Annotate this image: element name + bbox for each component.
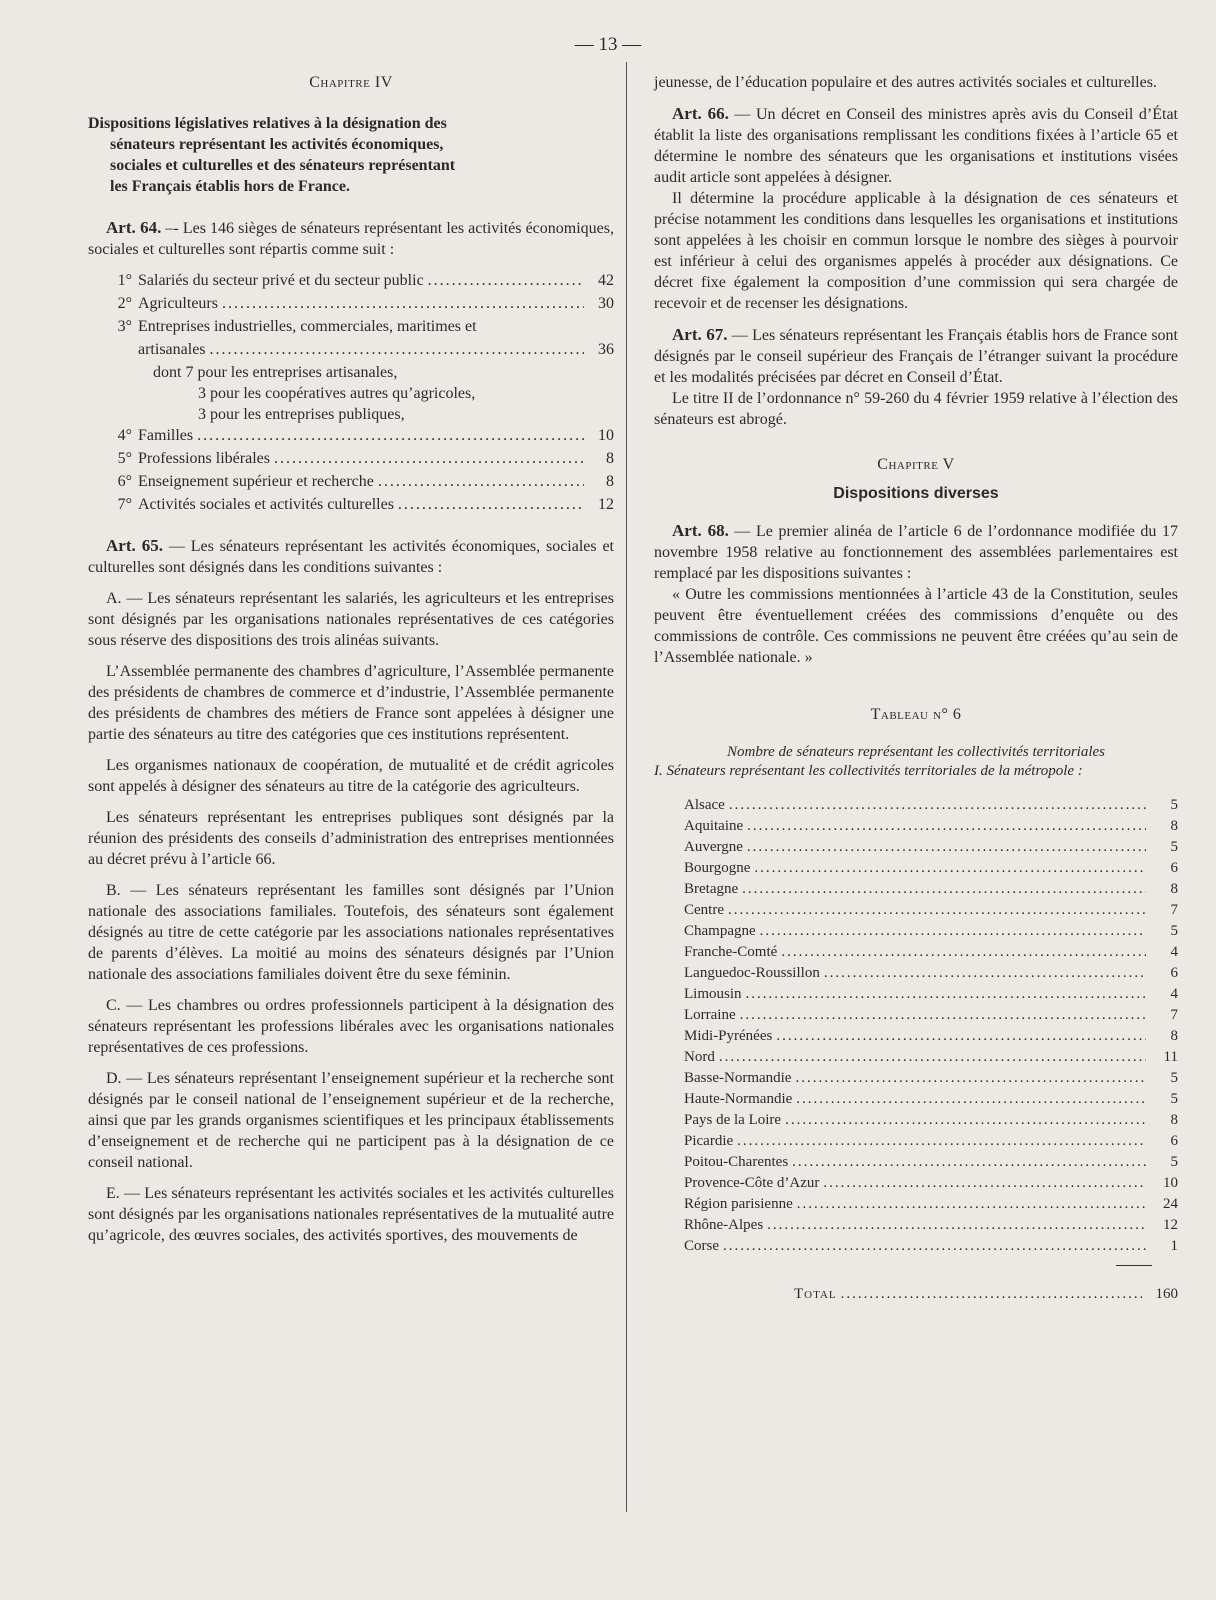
total-value: 160	[1155, 1286, 1178, 1302]
total-label: Total	[794, 1286, 837, 1302]
heading-line: les Français établis hors de France.	[110, 178, 350, 195]
paragraph-b: B. — Les sénateurs représentant les familles sont désignés par l’Union nationale des associations familiales. Toutefois, des sénateurs sont également désignés au titre de cette catégorie par les associations nationales représentatives de parents d’élèves. La moitié au moins des sénateurs désignés par l’Union nationale des associations familiales doivent être du sexe féminin.	[88, 882, 614, 983]
paragraph-a4: Les sénateurs représentant les entreprises publiques sont désignés par la réunion des présidents des conseils d’administration des entreprises mentionnées au décret prévu à l’article 66.	[88, 809, 614, 868]
table-row: Provence-Côte d’Azur ..... 10	[684, 1173, 1178, 1194]
list-item: 7° Activités sociales et activités culturelles ..... 12	[88, 494, 614, 517]
list-item: 1° Salariés du secteur privé et du secteur public ..... 42	[88, 270, 614, 293]
article-label: Art. 67.	[672, 325, 728, 344]
table-row: Franche-Comté ..... 4	[684, 942, 1178, 963]
table-row: Bourgogne ..... 6	[684, 858, 1178, 879]
continued-paragraph: jeunesse, de l’éducation populaire et des autres activités sociales et culturelles.	[654, 74, 1157, 91]
list-subnote: dont 7 pour les entreprises artisanales,	[153, 364, 398, 381]
column-divider	[626, 62, 627, 1512]
table-row: Languedoc-Roussillon ..... 6	[684, 963, 1178, 984]
table-row: Corse ..... 1	[684, 1236, 1178, 1257]
list-item: 2° Agriculteurs ..... 30	[88, 293, 614, 316]
table-row: Nord ..... 11	[684, 1047, 1178, 1068]
paragraph-c: C. — Les chambres ou ordres professionnels participent à la désignation des sénateurs représentant les professions libérales avec les organisations nationales représentatives de ces professions.	[88, 997, 614, 1056]
seats-list	[88, 270, 614, 517]
article-label: Art. 65.	[106, 536, 164, 555]
list-item: 5° Professions libérales ..... 8	[88, 448, 614, 471]
list-subnote: 3 pour les coopératives autres qu’agricoles,	[198, 385, 476, 402]
table-row: Centre ..... 7	[684, 900, 1178, 921]
table-section-heading: I. Sénateurs représentant les collectivités territoriales de la métropole :	[654, 763, 1083, 779]
list-subnote: 3 pour les entreprises publiques,	[198, 406, 405, 423]
list-item: artisanales ..... 36	[88, 339, 614, 362]
article-66	[654, 103, 1178, 188]
table-row: Poitou-Charentes ..... 5	[684, 1152, 1178, 1173]
table-total-row	[654, 1284, 1178, 1305]
article-text: –- Les 146 sièges de sénateurs représentant les activités économiques, sociales et culturelles sont répartis comme suit :	[88, 220, 615, 258]
article-67-paragraph-2: Le titre II de l’ordonnance n° 59-260 du 4 février 1959 relative à l’élection des sénateurs est abrogé.	[654, 390, 1178, 428]
table-subtitle: Nombre de sénateurs représentant les collectivités territoriales	[727, 744, 1105, 760]
table-row: Pays de la Loire ..... 8	[684, 1110, 1178, 1131]
paragraph-d: D. — Les sénateurs représentant l’enseignement supérieur et la recherche sont désignés par le conseil national de l’enseignement supérieur et de la recherche, ainsi que par les grands organismes scientifiques et les principaux établissements d’enseignement et de recherche qui ne participent pas à la désignation de ce conseil national.	[88, 1070, 614, 1171]
table-row: Bretagne ..... 8	[684, 879, 1178, 900]
table-row: Aquitaine ..... 8	[684, 816, 1178, 837]
left-column	[88, 72, 614, 1246]
heading-line: Dispositions législatives relatives à la désignation des	[88, 115, 447, 132]
table-row: Champagne ..... 5	[684, 921, 1178, 942]
regions-table	[654, 795, 1178, 1257]
article-68	[654, 520, 1178, 584]
article-label: Art. 64.	[106, 218, 162, 237]
table-row: Rhône-Alpes ..... 12	[684, 1215, 1178, 1236]
total-rule	[1116, 1265, 1152, 1266]
list-item: 6° Enseignement supérieur et recherche ..... 8	[88, 471, 614, 494]
list-item: 4° Familles ..... 10	[88, 425, 614, 448]
paragraph-a2: L’Assemblée permanente des chambres d’agriculture, l’Assemblée permanente des présidents de chambres de commerce et d’industrie, l’Assemblée permanente des présidents de chambres des métiers de France sont appelées à désigner une partie des sénateurs au titre des catégories que ces institutions représentent.	[88, 663, 614, 743]
article-text: — Les sénateurs représentant les Français établis hors de France sont désignés par le conseil supérieur des Français de l’étranger suivant la procédure et les modalités précisées par décret en Conseil d’État.	[654, 327, 1178, 386]
heading-line: sociales et culturelles et des sénateurs représentant	[110, 157, 456, 174]
article-67	[654, 324, 1178, 388]
chapter-iv-title: Chapitre IV	[309, 74, 393, 91]
table-row: Alsace ..... 5	[684, 795, 1178, 816]
right-column	[654, 72, 1178, 1305]
table-row: Haute-Normandie ..... 5	[684, 1089, 1178, 1110]
table-row: Midi-Pyrénées ..... 8	[684, 1026, 1178, 1047]
article-text: — Le premier alinéa de l’article 6 de l’ordonnance modifiée du 17 novembre 1958 relative au fonctionnement des assemblées parlementaires est remplacé par les dispositions suivantes :	[654, 523, 1178, 582]
article-68-quote: « Outre les commissions mentionnées à l’article 43 de la Constitution, seules peuvent être éventuellement créées des commissions d’enquête ou des commissions de contrôle. Ces commissions ne peuvent être créées qu’au sein de l’Assemblée nationale. »	[654, 586, 1178, 666]
chapter-iv-heading	[88, 113, 614, 197]
table-row: Limousin ..... 4	[684, 984, 1178, 1005]
chapter-v-heading: Dispositions diverses	[833, 485, 999, 502]
article-64	[88, 217, 614, 260]
paragraph-a3: Les organismes nationaux de coopération, de mutualité et de crédit agricoles sont appelés à désigner des sénateurs au titre de la catégorie des agriculteurs.	[88, 757, 614, 795]
article-label: Art. 68.	[672, 521, 729, 540]
heading-line: sénateurs représentant les activités économiques,	[110, 136, 444, 153]
paragraph-e: E. — Les sénateurs représentant les activités sociales et les activités culturelles sont désignés par les organisations nationales représentatives de la mutualité autre qu’agricole, des œuvres sociales, des activités sportives, des mouvements de	[88, 1185, 614, 1244]
article-label: Art. 66.	[672, 104, 729, 123]
article-text: — Les sénateurs représentant les activités économiques, sociales et culturelles sont désignés dans les conditions suivantes :	[88, 538, 615, 576]
chapter-v-title: Chapitre V	[877, 456, 955, 473]
paragraph-a: A. — Les sénateurs représentant les salariés, les agriculteurs et les entreprises sont désignés par les organisations nationales représentatives de ces catégories sous réserve des dispositions des trois alinéas suivants.	[88, 590, 614, 649]
table-title: Tableau n° 6	[870, 706, 962, 723]
table-row: Auvergne ..... 5	[684, 837, 1178, 858]
table-row: Lorraine ..... 7	[684, 1005, 1178, 1026]
table-row: Région parisienne ..... 24	[684, 1194, 1178, 1215]
page-number: — 13 —	[574, 34, 642, 55]
table-row: Picardie ..... 6	[684, 1131, 1178, 1152]
list-item: 3° Entreprises industrielles, commerciales, maritimes et	[117, 318, 477, 335]
article-65	[88, 535, 614, 578]
article-text: — Un décret en Conseil des ministres après avis du Conseil d’État établit la liste des organisations remplissant les conditions fixées à l’article 65 et détermine le nombre des sénateurs que les organisations et institutions visées audit article sont appelées à désigner.	[654, 106, 1178, 186]
table-row: Basse-Normandie ..... 5	[684, 1068, 1178, 1089]
article-66-paragraph-2: Il détermine la procédure applicable à la désignation de ces sénateurs et précise notamment les conditions dans lesquelles les organisations et institutions sont appelées à les choisir en commun lorsque le nombre des sièges à pourvoir est inférieur à celui des organismes appelés à procéder aux désignations. Ce décret fixe également la composition d’une commission qui sera chargée de recevoir et de recenser les désignations.	[654, 190, 1178, 312]
